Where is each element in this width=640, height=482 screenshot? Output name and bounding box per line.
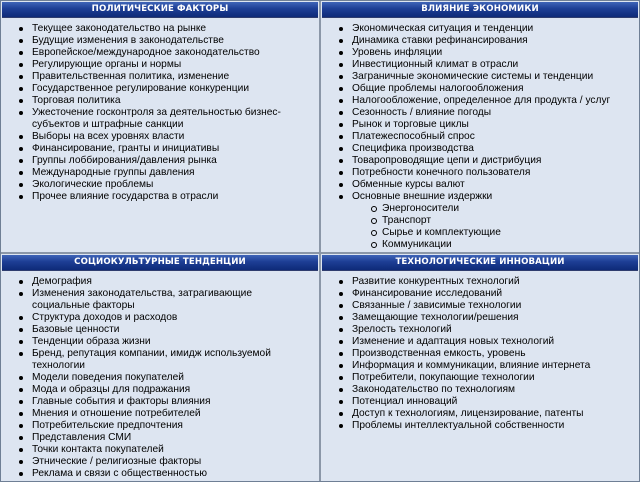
list-item: Специфика производства xyxy=(352,143,633,155)
list-item: Динамика ставки рефинансирования xyxy=(352,35,633,47)
list-item: Законодательство по технологиям xyxy=(352,384,633,396)
list-item: Торговая политика xyxy=(32,95,313,107)
list-item-label: Основные внешние издержки xyxy=(352,191,493,202)
list-item: Государственное регулирование конкуренции xyxy=(32,83,313,95)
list-item: Реклама и связи с общественностью xyxy=(32,468,313,480)
list-item: Изменения законодательства, затрагивающие социальные факторы xyxy=(32,288,294,312)
list-item: Производственная емкость, уровень xyxy=(352,348,633,360)
list-item: Обменные курсы валют xyxy=(352,179,633,191)
economic-header: ВЛИЯНИЕ ЭКОНОМИКИ xyxy=(322,2,638,18)
list-item: Платежеспособный спрос xyxy=(352,131,633,143)
list-item: Информация и коммуникации, влияние интернета xyxy=(352,360,633,372)
list-item: Выборы на всех уровнях власти xyxy=(32,131,313,143)
list-item: Бренд, репутация компании, имидж используемой технологии xyxy=(32,348,294,372)
list-item: Связанные / зависимые технологии xyxy=(352,300,633,312)
list-item: Международные группы давления xyxy=(32,167,313,179)
social-header: СОЦИОКУЛЬТУРНЫЕ ТЕНДЕНЦИИ xyxy=(2,255,318,271)
social-list xyxy=(1,276,319,480)
list-item: Тенденции образа жизни xyxy=(32,336,313,348)
list-item: Потребности конечного пользователя xyxy=(352,167,633,179)
political-list xyxy=(1,23,319,203)
list-item: Товаропроводящие цепи и дистрибуция xyxy=(352,155,633,167)
list-item: Развитие конкурентных технологий xyxy=(352,276,633,288)
sub-list-item: Сырье и комплектующие xyxy=(382,227,633,239)
list-item: Мнения и отношение потребителей xyxy=(32,408,313,420)
list-item: Экономическая ситуация и тенденции xyxy=(352,23,633,35)
list-item: Рынок и торговые циклы xyxy=(352,119,633,131)
list-item: Налогообложение, определенное для продукта / услуг xyxy=(352,95,633,107)
list-item: Замещающие технологии/решения xyxy=(352,312,633,324)
list-item: Структура доходов и расходов xyxy=(32,312,313,324)
political-header: ПОЛИТИЧЕСКИЕ ФАКТОРЫ xyxy=(2,2,318,18)
list-item: Проблемы интеллектуальной собственности xyxy=(352,420,633,432)
list-item: Представления СМИ xyxy=(32,432,313,444)
social-quadrant xyxy=(1,254,319,481)
list-item: Изменение и адаптация новых технологий xyxy=(352,336,633,348)
list-item xyxy=(352,191,633,251)
costs-sublist xyxy=(352,203,633,251)
list-item: Точки контакта покупателей xyxy=(32,444,313,456)
list-item: Прочее влияние государства в отрасли xyxy=(32,191,313,203)
list-item: Доступ к технологиям, лицензирование, патенты xyxy=(352,408,633,420)
sub-list-item: Энергоносители xyxy=(382,203,633,215)
list-item: Потребители, покупающие технологии xyxy=(352,372,633,384)
list-item: Базовые ценности xyxy=(32,324,313,336)
list-item: Сезонность / влияние погоды xyxy=(352,107,633,119)
political-quadrant xyxy=(1,1,319,252)
sub-list-item: Транспорт xyxy=(382,215,633,227)
list-item: Европейское/международное законодательство xyxy=(32,47,313,59)
list-item: Общие проблемы налогообложения xyxy=(352,83,633,95)
economic-quadrant xyxy=(321,1,639,252)
list-item: Текущее законодательство на рынке xyxy=(32,23,313,35)
technological-list xyxy=(321,276,639,432)
list-item: Демография xyxy=(32,276,313,288)
list-item: Этнические / религиозные факторы xyxy=(32,456,313,468)
list-item: Зрелость технологий xyxy=(352,324,633,336)
list-item: Ужесточение госконтроля за деятельностью бизнес-субъектов и штрафные санкции xyxy=(32,107,294,131)
technological-quadrant xyxy=(321,254,639,481)
list-item: Экологические проблемы xyxy=(32,179,313,191)
list-item: Мода и образцы для подражания xyxy=(32,384,313,396)
list-item: Главные события и факторы влияния xyxy=(32,396,313,408)
list-item: Потенциал инноваций xyxy=(352,396,633,408)
economic-list xyxy=(321,23,639,251)
vertical-divider xyxy=(319,1,321,481)
list-item: Правительственная политика, изменение xyxy=(32,71,313,83)
list-item: Модели поведения покупателей xyxy=(32,372,313,384)
list-item: Потребительские предпочтения xyxy=(32,420,313,432)
technological-header: ТЕХНОЛОГИЧЕСКИЕ ИННОВАЦИИ xyxy=(322,255,638,271)
sub-list-item: Коммуникации xyxy=(382,239,633,251)
list-item: Группы лоббирования/давления рынка xyxy=(32,155,313,167)
list-item: Заграничные экономические системы и тенденции xyxy=(352,71,633,83)
list-item: Инвестиционный климат в отрасли xyxy=(352,59,633,71)
list-item: Финансирование исследований xyxy=(352,288,633,300)
list-item: Финансирование, гранты и инициативы xyxy=(32,143,313,155)
list-item: Будущие изменения в законодательстве xyxy=(32,35,313,47)
list-item: Уровень инфляции xyxy=(352,47,633,59)
list-item: Регулирующие органы и нормы xyxy=(32,59,313,71)
horizontal-divider xyxy=(1,252,639,254)
